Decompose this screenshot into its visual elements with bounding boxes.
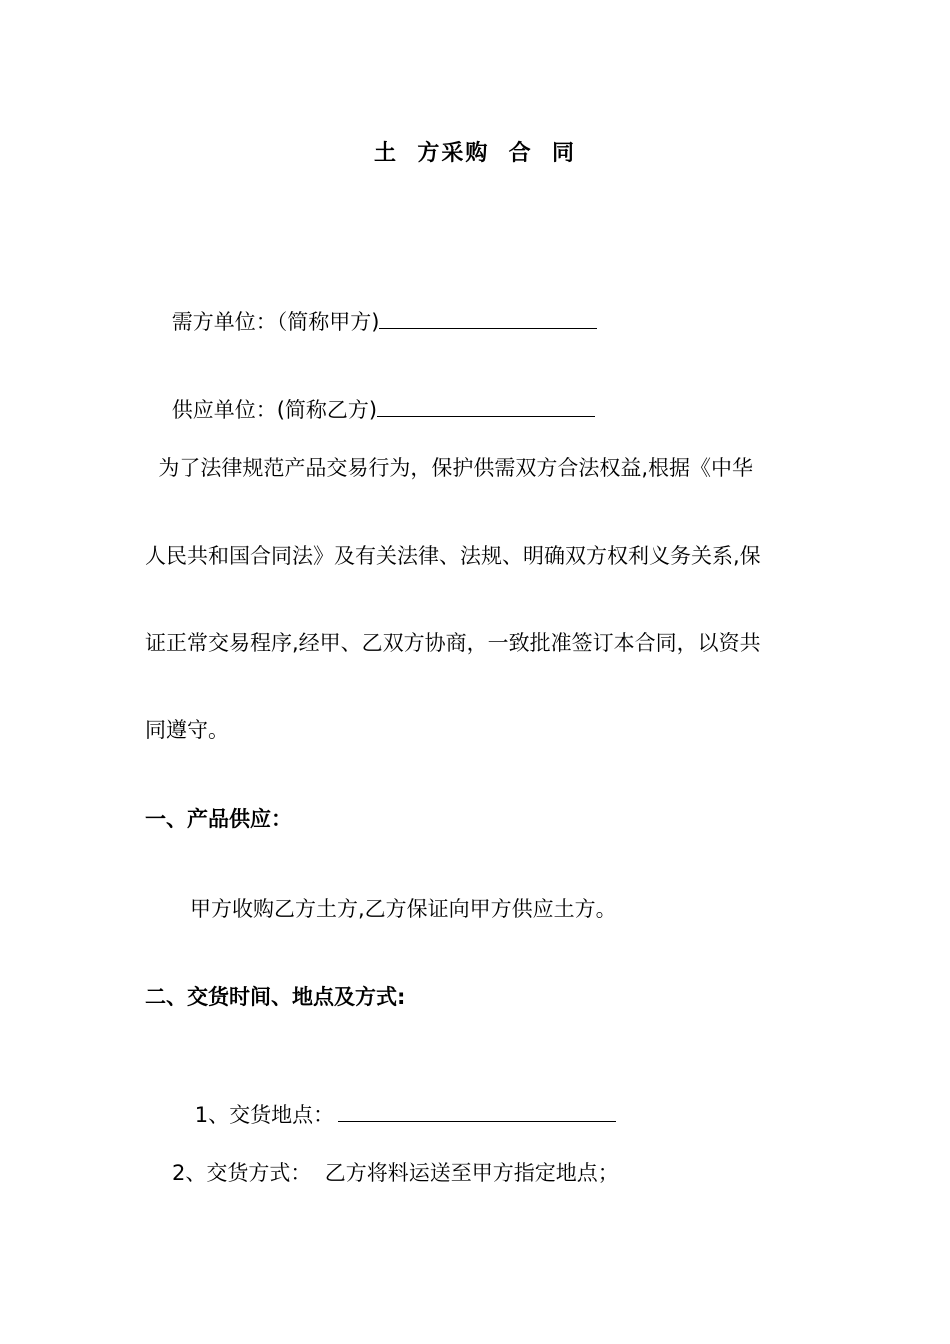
preamble-line-2: 人民共和国合同法》及有关法律、法规、明确双方权利义务关系,保 <box>145 544 761 568</box>
buyer-line <box>145 278 597 364</box>
buyer-blank[interactable] <box>379 306 597 329</box>
section-1-heading: 一、产品供应： <box>145 807 292 831</box>
buyer-label: 需方单位：（简称甲方) <box>171 310 380 334</box>
document-title: 土 方采购 合 同 <box>374 141 576 166</box>
preamble-line-1: 为了法律规范产品交易行为，保护供需双方合法权益,根据《中华 <box>145 456 754 480</box>
delivery-location-line <box>168 1071 616 1157</box>
section-1-text: 甲方收购乙方土方,乙方保证向甲方供应土方。 <box>190 897 617 921</box>
preamble-line-4: 同遵守。 <box>145 718 229 742</box>
delivery-location-blank[interactable] <box>338 1099 616 1122</box>
section-2-heading: 二、交货时间、地点及方式: <box>145 985 406 1009</box>
supplier-line <box>145 366 595 452</box>
supplier-label: 供应单位：(简称乙方) <box>171 398 378 422</box>
supplier-blank[interactable] <box>377 394 595 417</box>
delivery-location-label: 1、交货地点： <box>194 1103 335 1127</box>
preamble-line-3: 证正常交易程序,经甲、乙双方协商，一致批准签订本合同，以资共 <box>145 631 761 655</box>
delivery-method-line: 2、交货方式： 乙方将料运送至甲方指定地点； <box>172 1161 619 1185</box>
